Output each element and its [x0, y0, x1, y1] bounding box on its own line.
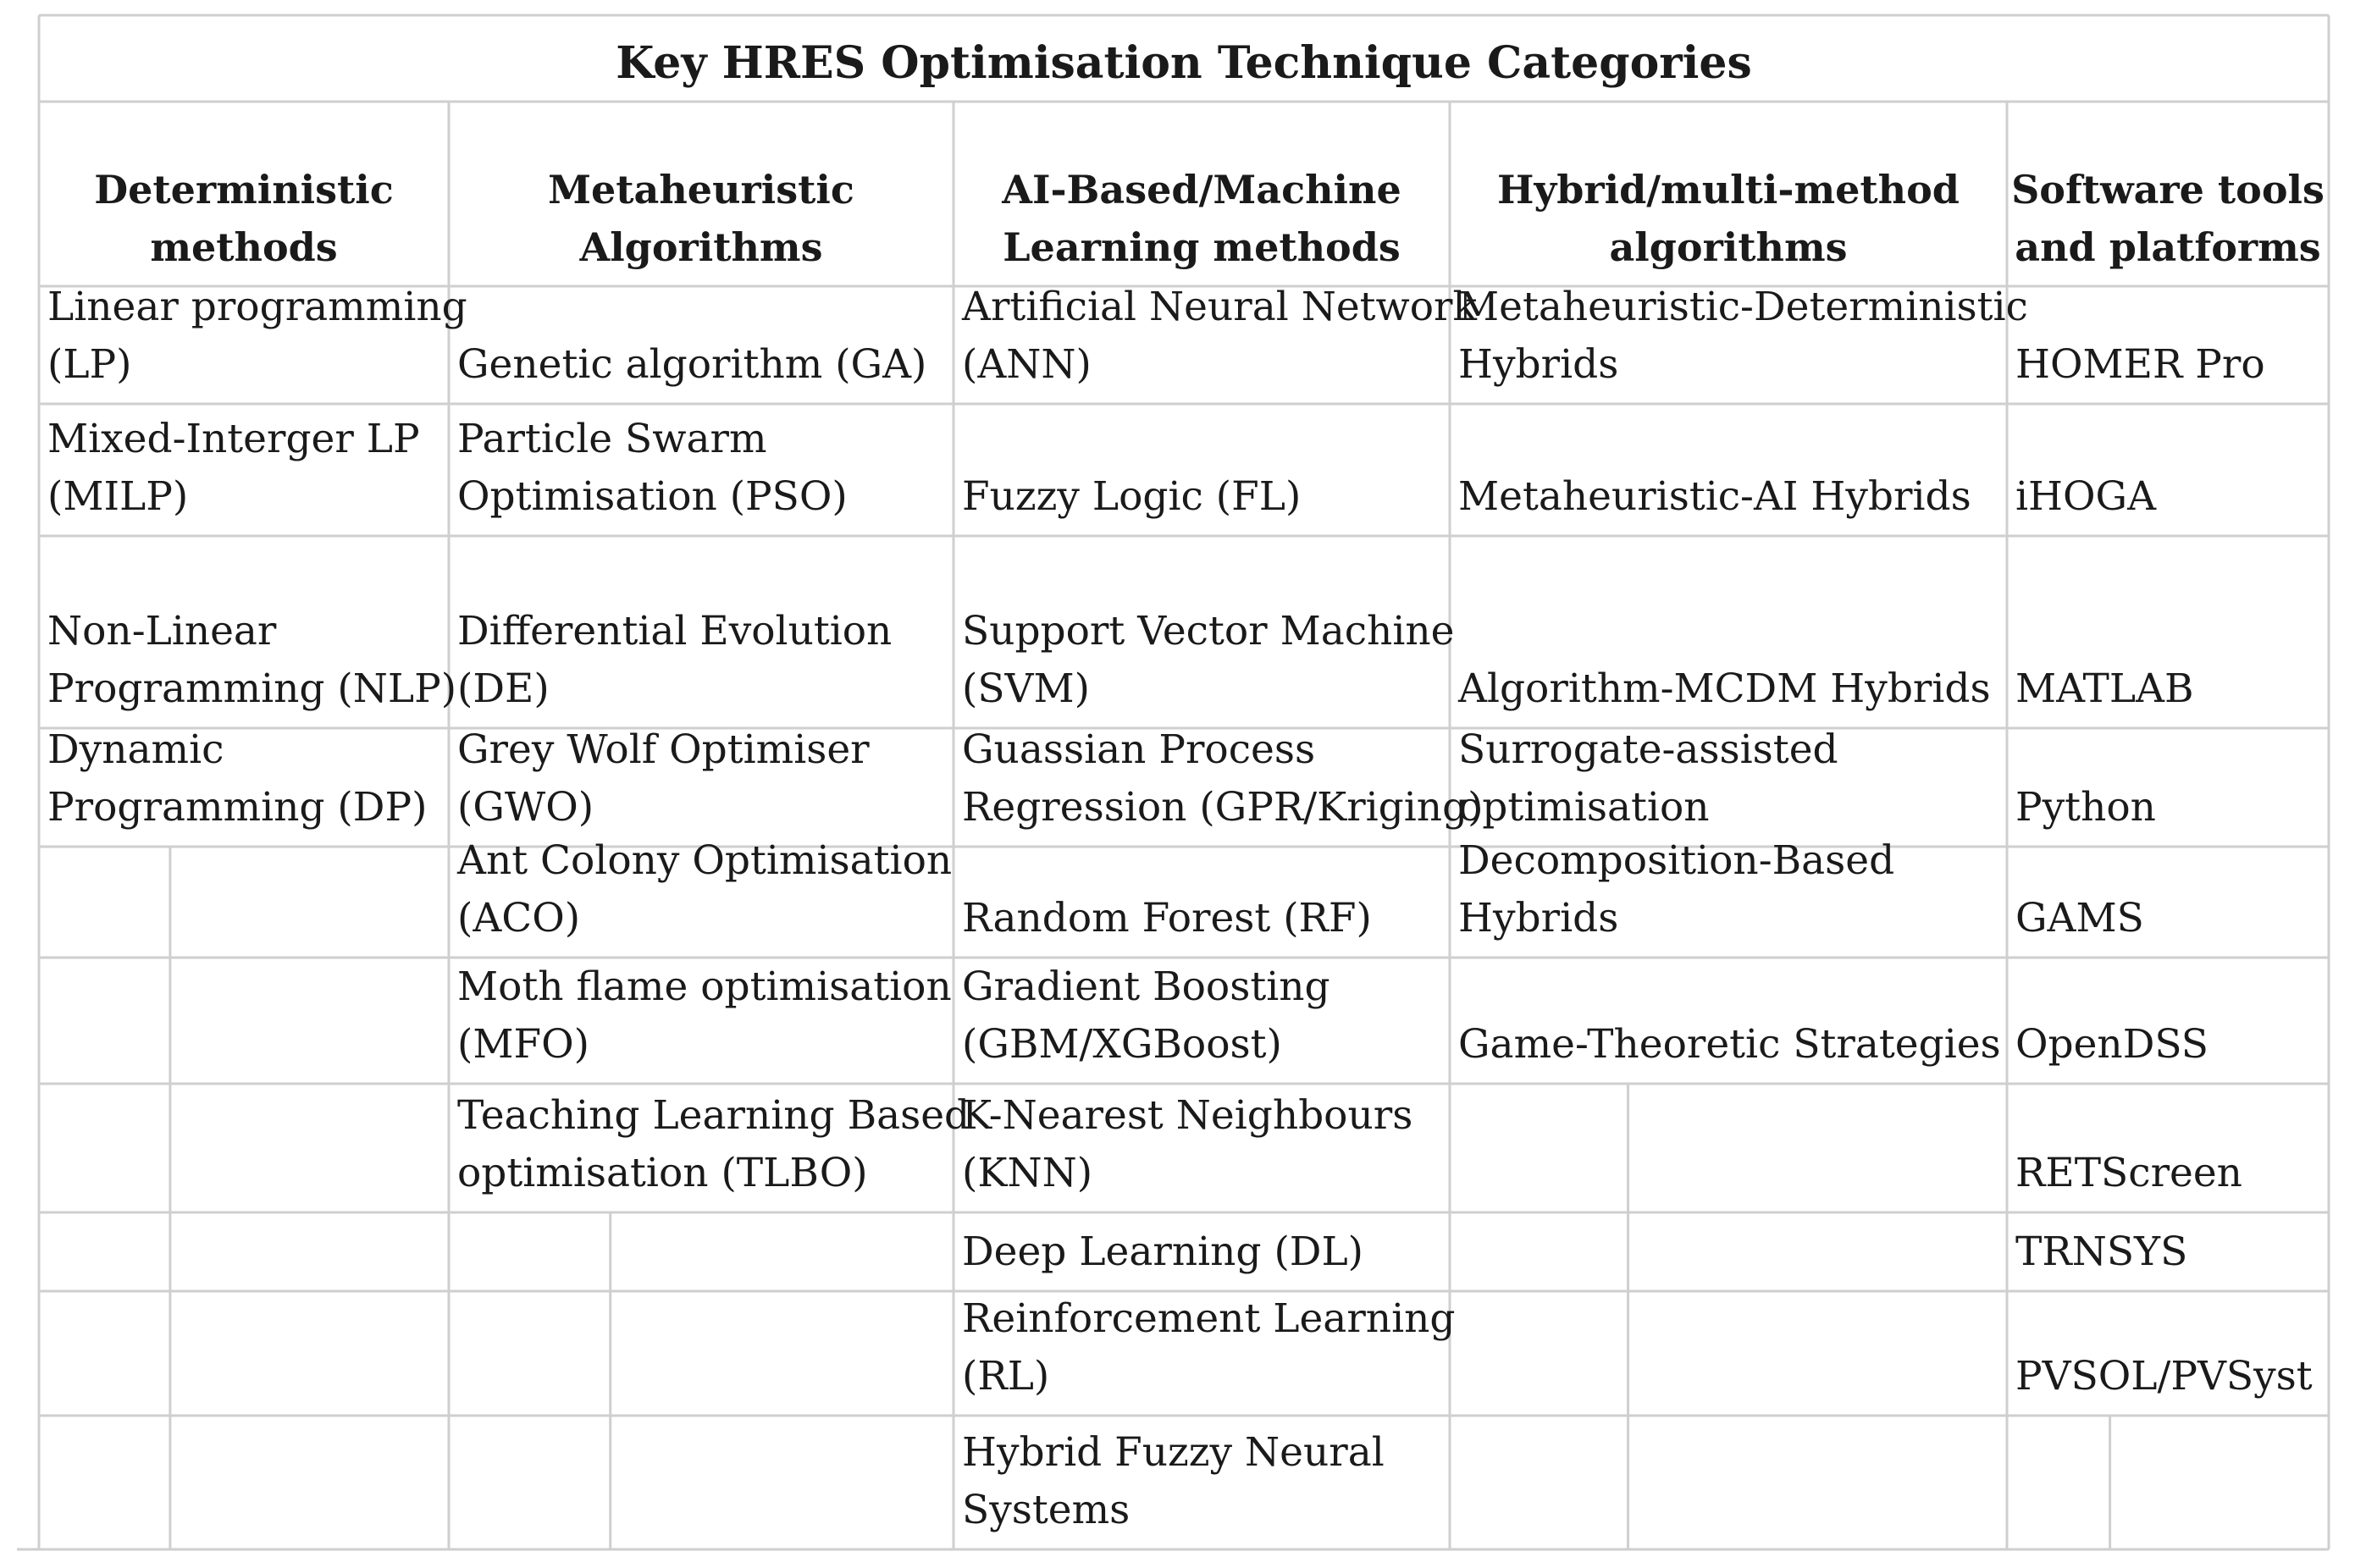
table-cell-text: GAMS: [2015, 895, 2144, 941]
table-cell-text: MATLAB: [2015, 665, 2194, 712]
table-cell-text: Support Vector Machine: [962, 608, 1455, 654]
header-software-line: and platforms: [2015, 224, 2321, 270]
header-ai-ml-line: AI-Based/Machine: [1002, 167, 1401, 213]
table-cell-text: Systems: [962, 1487, 1131, 1533]
table-cell-text: Optimisation (PSO): [457, 473, 848, 520]
table-cell-text: Dynamic: [47, 726, 224, 773]
table-cell-text: HOMER Pro: [2015, 341, 2265, 388]
table-cell-text: Differential Evolution: [457, 608, 893, 654]
table-cell-text: Non-Linear: [47, 608, 277, 654]
table-cell-text: Deep Learning (DL): [962, 1228, 1364, 1275]
table-cell-text: Fuzzy Logic (FL): [962, 473, 1302, 520]
table-cell-text: Particle Swarm: [457, 416, 767, 462]
table-cell-text: optimisation: [1458, 784, 1710, 831]
table-cell-text: Random Forest (RF): [962, 895, 1372, 941]
table-cell-text: Hybrids: [1458, 895, 1619, 941]
table-cell-text: (RL): [962, 1353, 1050, 1400]
table-cell-text: Metaheuristic-Deterministic: [1458, 284, 2028, 330]
header-software-line: Software tools: [2011, 167, 2325, 213]
header-deterministic-line: Deterministic: [94, 167, 394, 213]
table-cell-text: Hybrids: [1458, 341, 1619, 388]
table-cell-text: Artificial Neural Network: [962, 284, 1477, 330]
table-cell-text: Decomposition-Based: [1458, 837, 1895, 884]
table-cell-text: Algorithm-MCDM Hybrids: [1458, 665, 1991, 712]
table-cell-text: Ant Colony Optimisation: [457, 837, 953, 884]
table-cell-text: iHOGA: [2015, 473, 2157, 520]
header-deterministic-line: methods: [150, 224, 338, 270]
table-cell-text: Genetic algorithm (GA): [457, 341, 927, 388]
table-cell-text: Linear programming: [47, 284, 467, 330]
table-title: Key HRES Optimisation Technique Categories: [616, 37, 1752, 89]
header-hybrid-line: Hybrid/multi-method: [1497, 167, 1960, 213]
table-cell-text: Hybrid Fuzzy Neural: [962, 1429, 1385, 1476]
table-cell-text: (MILP): [47, 473, 189, 520]
table-cell-text: Gradient Boosting: [962, 963, 1330, 1010]
header-hybrid-line: algorithms: [1609, 224, 1848, 270]
table-cell-text: Surrogate-assisted: [1458, 726, 1838, 773]
table-cell-text: RETScreen: [2015, 1150, 2242, 1196]
table-cell-text: (ACO): [457, 895, 581, 941]
table-cell-text: Teaching Learning Based: [457, 1092, 970, 1139]
table-cell-text: Regression (GPR/Kriging): [962, 784, 1484, 831]
table-cell-text: (MFO): [457, 1021, 589, 1068]
table-cell-text: (GBM/XGBoost): [962, 1021, 1282, 1068]
table-cell-text: Grey Wolf Optimiser: [457, 726, 870, 773]
table-cell-text: (SVM): [962, 665, 1090, 712]
table-cell-text: (DE): [457, 665, 550, 712]
table-cell-text: optimisation (TLBO): [457, 1150, 868, 1196]
header-metaheuristic-line: Algorithms: [579, 224, 823, 270]
table-cell-text: K-Nearest Neighbours: [962, 1092, 1413, 1139]
table-cell-text: Programming (DP): [47, 784, 428, 831]
table-cell-text: Programming (NLP): [47, 665, 457, 712]
table-cell-text: (KNN): [962, 1150, 1093, 1196]
table-cell-text: Python: [2015, 784, 2156, 831]
table-cell-text: Game-Theoretic Strategies: [1458, 1021, 2001, 1068]
header-ai-ml-line: Learning methods: [1003, 224, 1401, 270]
table-cell-text: Metaheuristic-AI Hybrids: [1458, 473, 1971, 520]
table-cell-text: (ANN): [962, 341, 1092, 388]
header-metaheuristic-line: Metaheuristic: [548, 167, 854, 213]
table-cell-text: OpenDSS: [2015, 1021, 2209, 1068]
table-cell-text: Moth flame optimisation: [457, 963, 952, 1010]
table-cell-text: TRNSYS: [2015, 1228, 2188, 1275]
table-cell-text: PVSOL/PVSyst: [2015, 1353, 2313, 1400]
table-cell-text: Mixed-Interger LP: [47, 416, 420, 462]
table-cell-text: (GWO): [457, 784, 594, 831]
table-cell-text: (LP): [47, 341, 132, 388]
table-cell-text: Reinforcement Learning: [962, 1295, 1456, 1342]
table-cell-text: Guassian Process: [962, 726, 1316, 773]
